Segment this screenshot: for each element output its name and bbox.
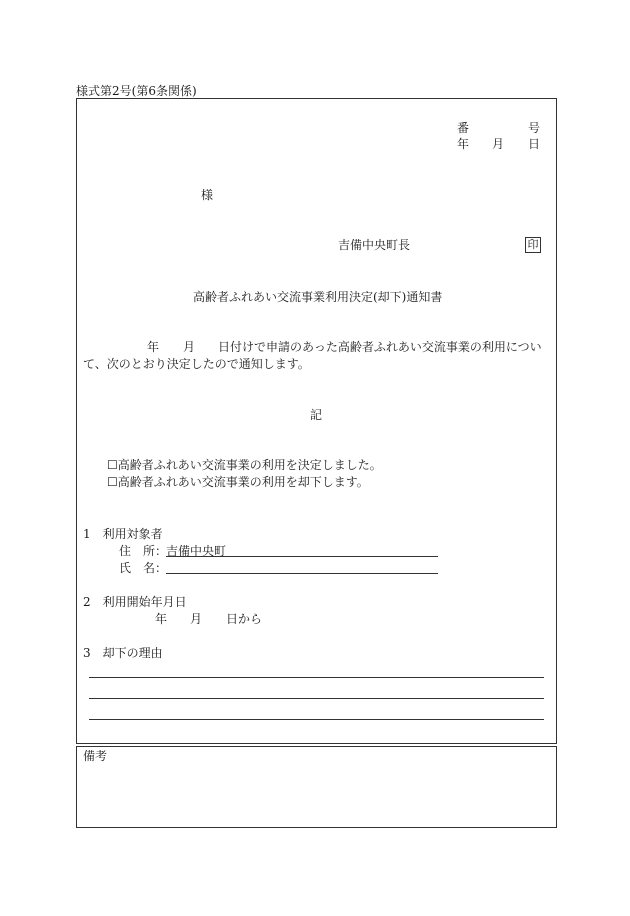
header-ban: 番	[457, 121, 470, 135]
section2-heading: 2 利用開始年月日	[83, 595, 187, 609]
body-line2: て、次のとおり決定したので通知します。	[83, 357, 310, 371]
reason-line	[89, 719, 544, 720]
separator-line	[76, 743, 557, 744]
address-underline	[166, 556, 438, 557]
option-decide: ☐高齢者ふれあい交流事業の利用を決定しました。	[107, 458, 382, 472]
header-nen: 年	[457, 137, 470, 151]
start-gatsu: 月	[190, 612, 203, 626]
recipient-suffix: 様	[201, 188, 214, 202]
reason-line	[89, 698, 544, 699]
reason-line	[89, 677, 544, 678]
body-line1: 日付けで申請のあった高齢者ふれあい交流事業の利用につい	[218, 340, 542, 354]
remarks-box	[76, 746, 557, 828]
section1-heading: 1 利用対象者	[83, 527, 163, 541]
document-title: 高齢者ふれあい交流事業利用決定(却下)通知書	[193, 290, 443, 304]
section3-heading: 3 却下の理由	[83, 646, 163, 660]
name-underline	[166, 573, 438, 574]
body-gatsu: 月	[183, 340, 196, 354]
address-value: 吉備中央町	[166, 544, 227, 558]
name-label: 氏 名：	[119, 561, 168, 575]
remarks-label: 備考	[83, 749, 108, 763]
body-nen: 年	[147, 340, 160, 354]
ki-mark: 記	[310, 408, 323, 422]
seal-mark: 印	[525, 237, 541, 253]
header-go: 号	[528, 121, 541, 135]
issuer-name: 吉備中央町長	[338, 238, 411, 252]
address-label: 住 所：	[119, 544, 168, 558]
start-nen: 年	[155, 612, 168, 626]
header-nichi: 日	[528, 137, 541, 151]
start-nichi-kara: 日から	[226, 612, 263, 626]
form-number-label: 様式第2号(第6条関係)	[76, 84, 197, 98]
header-gatsu: 月	[492, 137, 505, 151]
option-reject: ☐高齢者ふれあい交流事業の利用を却下します。	[107, 475, 369, 489]
